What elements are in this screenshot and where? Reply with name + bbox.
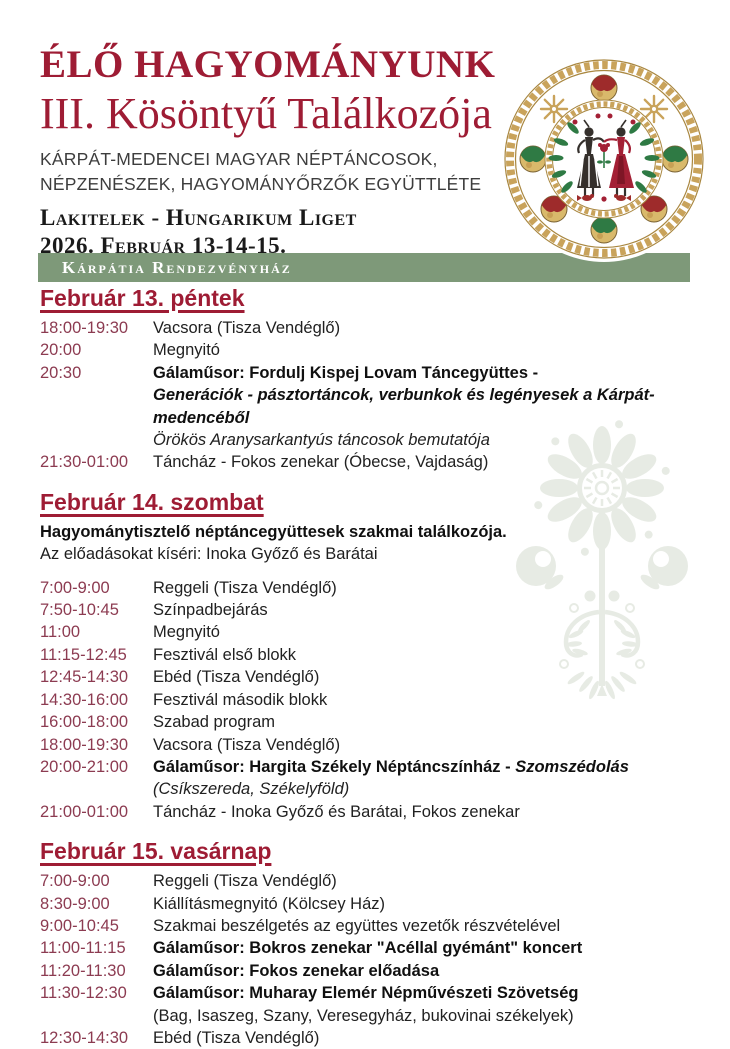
schedule-row <box>40 1027 692 1049</box>
activity-cell <box>153 644 692 666</box>
activity-line <box>153 711 692 733</box>
activity-cell <box>153 1027 692 1049</box>
activity-text: Generációk - pásztortáncok, verbunkok és legényesek a Kárpát-medencéből <box>153 386 655 427</box>
activity-line <box>153 1027 692 1049</box>
activity-line <box>153 870 692 892</box>
schedule-row <box>40 362 692 452</box>
time-range: 11:20-11:30 <box>40 961 126 980</box>
activity-text: (Bag, Isaszeg, Szany, Veresegyház, bukovinai székelyek) <box>153 1006 574 1025</box>
schedule-row <box>40 621 692 643</box>
schedule-row <box>40 711 692 733</box>
activity-line <box>153 317 692 339</box>
time-range: 18:00-19:30 <box>40 735 129 754</box>
activity-cell <box>153 915 692 937</box>
day-intro-line: Az előadásokat kíséri: Inoka Győző és Barátai <box>40 545 378 564</box>
activity-line <box>153 1005 692 1027</box>
activity-line <box>153 599 692 621</box>
time-range: 9:00-10:45 <box>40 916 119 935</box>
location-text: Lakitelek - Hungarikum Liget <box>40 205 357 230</box>
schedule-row <box>40 915 692 937</box>
activity-line <box>153 915 692 937</box>
activity-text: Szabad program <box>153 713 275 732</box>
activity-cell <box>153 451 692 473</box>
time-range: 21:00-01:00 <box>40 802 129 821</box>
activity-text: Gálaműsor: Fordulj Kispej Lovam Táncegyüttes - <box>153 363 539 382</box>
schedule-row <box>40 689 692 711</box>
activity-line <box>153 621 692 643</box>
activity-text: Vacsora (Tisza Vendéglő) <box>153 319 341 337</box>
activity-line <box>153 734 692 756</box>
activity-cell <box>153 756 692 801</box>
activity-cell <box>153 937 692 959</box>
activity-text: Reggeli (Tisza Vendéglő) <box>153 872 337 891</box>
schedule-row <box>40 317 692 339</box>
activity-cell <box>153 317 692 339</box>
activity-text: Táncház - Fokos zenekar (Óbecse, Vajdaság) <box>153 453 489 472</box>
time-range: 7:00-9:00 <box>40 578 110 597</box>
time-range: 11:30-12:30 <box>40 984 127 1003</box>
activity-line <box>153 893 692 915</box>
schedule-row <box>40 339 692 361</box>
activity-line <box>153 577 692 599</box>
time-range: 8:30-9:00 <box>40 894 110 913</box>
time-range: 11:00-11:15 <box>40 939 126 958</box>
activity-cell <box>153 982 692 1027</box>
page-title-line1: ÉLŐ HAGYOMÁNYUNK <box>40 43 496 86</box>
schedule-row <box>40 644 692 666</box>
time-range: 11:15-12:45 <box>40 645 127 664</box>
schedule-row <box>40 734 692 756</box>
folk-dancers-emblem-icon <box>498 56 710 262</box>
schedule-row <box>40 577 692 599</box>
activity-cell <box>153 577 692 599</box>
activity-text: Ebéd (Tisza Vendéglő) <box>153 668 320 687</box>
schedule-row <box>40 960 692 982</box>
schedule-row <box>40 893 692 915</box>
time-range: 12:45-14:30 <box>40 668 129 687</box>
activity-text: Szomszédolás <box>515 757 629 776</box>
activity-text: Gálaműsor: Hargita Székely Néptáncszínház - <box>153 757 516 776</box>
activity-text: Ebéd (Tisza Vendéglő) <box>153 1028 320 1047</box>
activity-text: Kiállításmegnyitó (Kölcsey Ház) <box>153 894 385 913</box>
time-range: 7:00-9:00 <box>40 872 110 891</box>
time-range: 21:30-01:00 <box>40 453 129 472</box>
activity-text: Megnyitó <box>153 623 220 642</box>
day-rows <box>40 870 692 1049</box>
activity-line <box>153 778 692 800</box>
schedule-row <box>40 982 692 1027</box>
activity-text: Fesztivál első blokk <box>153 645 297 664</box>
time-range: 18:00-19:30 <box>40 319 129 337</box>
schedule-row <box>40 599 692 621</box>
schedule-row <box>40 801 692 823</box>
subtitle <box>40 147 510 197</box>
venue-name: Kárpátia Rendezvényház <box>62 257 292 277</box>
activity-cell <box>153 801 692 823</box>
activity-text: Megnyitó <box>153 341 220 360</box>
activity-line <box>153 339 692 361</box>
activity-line <box>153 666 692 688</box>
day-title: Február 13. péntek <box>40 285 245 311</box>
location-block <box>40 204 510 259</box>
schedule-row <box>40 756 692 801</box>
activity-line <box>153 451 692 473</box>
activity-text: Fesztivál második blokk <box>153 690 328 709</box>
activity-text: Örökös Aranysarkantyús táncosok bemutatója <box>153 431 490 450</box>
schedule-row <box>40 451 692 473</box>
activity-cell <box>153 621 692 643</box>
day-section-2 <box>40 489 692 823</box>
page-title-line2: III. Kösöntyű Találkozója <box>40 89 492 138</box>
activity-cell <box>153 599 692 621</box>
time-range: 20:00 <box>40 341 82 360</box>
activity-line <box>153 960 692 982</box>
activity-text: Gálaműsor: Bokros zenekar "Acéllal gyémánt" koncert <box>153 939 583 958</box>
schedule-row <box>40 937 692 959</box>
activity-line <box>153 937 692 959</box>
day-section-3 <box>40 838 692 1049</box>
activity-cell <box>153 689 692 711</box>
activity-text: Táncház - Inoka Győző és Barátai, Fokos zenekar <box>153 802 520 821</box>
activity-cell <box>153 734 692 756</box>
activity-line <box>153 801 692 823</box>
schedule-row <box>40 870 692 892</box>
header <box>40 42 510 259</box>
subtitle-line2: NÉPZENÉSZEK, HAGYOMÁNYŐRZŐK EGYÜTTLÉTE <box>40 174 482 194</box>
time-range: 20:30 <box>40 363 82 382</box>
time-range: 7:50-10:45 <box>40 601 119 620</box>
activity-cell <box>153 339 692 361</box>
time-range: 11:00 <box>40 623 81 642</box>
activity-text: Vacsora (Tisza Vendéglő) <box>153 735 341 754</box>
activity-cell <box>153 870 692 892</box>
day-rows <box>40 577 692 823</box>
activity-cell <box>153 893 692 915</box>
activity-text: (Csíkszereda, Székelyföld) <box>153 780 350 799</box>
activity-line <box>153 756 692 778</box>
day-title: Február 15. vasárnap <box>40 838 272 865</box>
activity-cell <box>153 666 692 688</box>
activity-text: Reggeli (Tisza Vendéglő) <box>153 578 337 597</box>
day-rows <box>40 317 692 474</box>
subtitle-line1: KÁRPÁT-MEDENCEI MAGYAR NÉPTÁNCOSOK, <box>40 149 438 169</box>
activity-line <box>153 362 692 384</box>
activity-cell <box>153 362 692 452</box>
day-section-1 <box>40 285 692 474</box>
time-range: 12:30-14:30 <box>40 1028 129 1047</box>
activity-cell <box>153 960 692 982</box>
activity-line <box>153 384 692 429</box>
activity-text: Gálaműsor: Muharay Elemér Népművészeti Szövetség <box>153 984 579 1003</box>
schedule-row <box>40 666 692 688</box>
activity-line <box>153 429 692 451</box>
activity-line <box>153 982 692 1004</box>
activity-line <box>153 689 692 711</box>
activity-cell <box>153 711 692 733</box>
day-title: Február 14. szombat <box>40 488 264 515</box>
event-dates: 2026. Február 13-14-15. <box>40 232 287 258</box>
day-intro-line: Hagyománytisztelő néptáncegyüttesek szakmai találkozója. <box>40 522 507 541</box>
schedule <box>40 283 692 1049</box>
activity-text: Gálaműsor: Fokos zenekar előadása <box>153 961 440 980</box>
activity-text: Színpadbejárás <box>153 601 268 620</box>
time-range: 20:00-21:00 <box>40 757 129 776</box>
time-range: 14:30-16:00 <box>40 690 129 709</box>
activity-line <box>153 644 692 666</box>
activity-text: Szakmai beszélgetés az együttes vezetők részvételével <box>153 916 561 935</box>
time-range: 16:00-18:00 <box>40 713 129 732</box>
